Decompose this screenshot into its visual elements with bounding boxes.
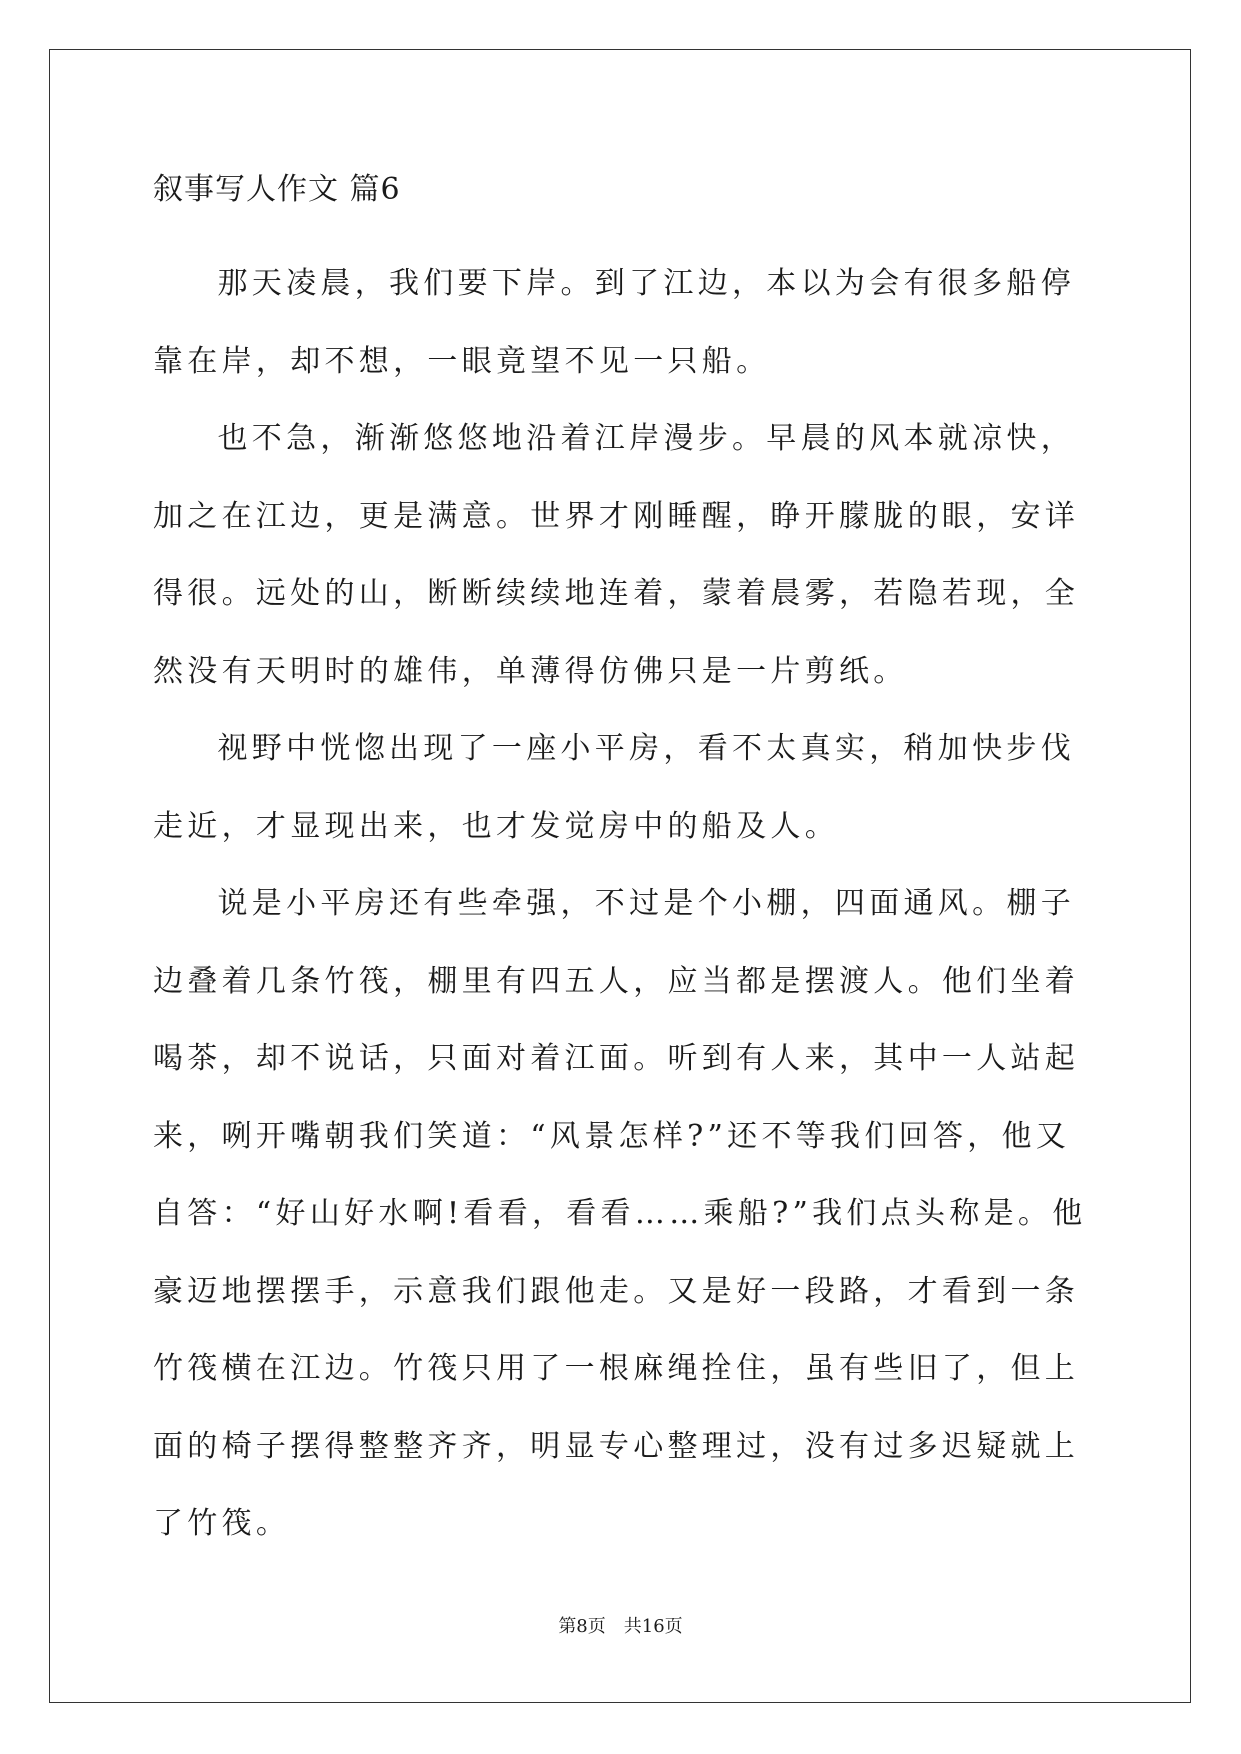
page-footer bbox=[0, 1615, 1241, 1639]
paragraph-2: 也不急，渐渐悠悠地沿着江岸漫步。早晨的风本就凉快，加之在江边，更是满意。世界才刚睡醒，睁开朦胧的眼，安详得很。远处的山，断断续续地连着，蒙着晨雾，若隐若现，全然没有天明时的雄伟，单薄得仿佛只是一片剪纸。 bbox=[153, 421, 1080, 689]
paragraph-4: 说是小平房还有些牵强，不过是个小棚，四面通风。棚子边叠着几条竹筏，棚里有四五人，应当都是摆渡人。他们坐着喝茶，却不说话，只面对着江面。听到有人来，其中一人站起来，咧开嘴朝我们笑道：“风景怎样?”还不等我们回答，他又自答：“好山好水啊!看看，看看……乘船?”我们点头称是。他豪迈地摆摆手，示意我们跟他走。又是好一段路，才看到一条竹筏横在江边。竹筏只用了一根麻绳拴住，虽有些旧了，但上面的椅子摆得整整齐齐，明显专心整理过，没有过多迟疑就上了竹筏。 bbox=[153, 886, 1087, 1541]
paragraph-1: 那天凌晨，我们要下岸。到了江边，本以为会有很多船停靠在岸，却不想，一眼竟望不见一只船。 bbox=[153, 266, 1075, 379]
document-body bbox=[153, 245, 1088, 1563]
paragraph-3: 视野中恍惚出现了一座小平房，看不太真实，稍加快步伐走近，才显现出来，也才发觉房中的船及人。 bbox=[153, 731, 1075, 844]
document-heading: 叙事写人作文 篇6 bbox=[153, 172, 401, 207]
page-number: 第8页 bbox=[558, 1616, 606, 1637]
page-total: 共16页 bbox=[623, 1616, 683, 1637]
